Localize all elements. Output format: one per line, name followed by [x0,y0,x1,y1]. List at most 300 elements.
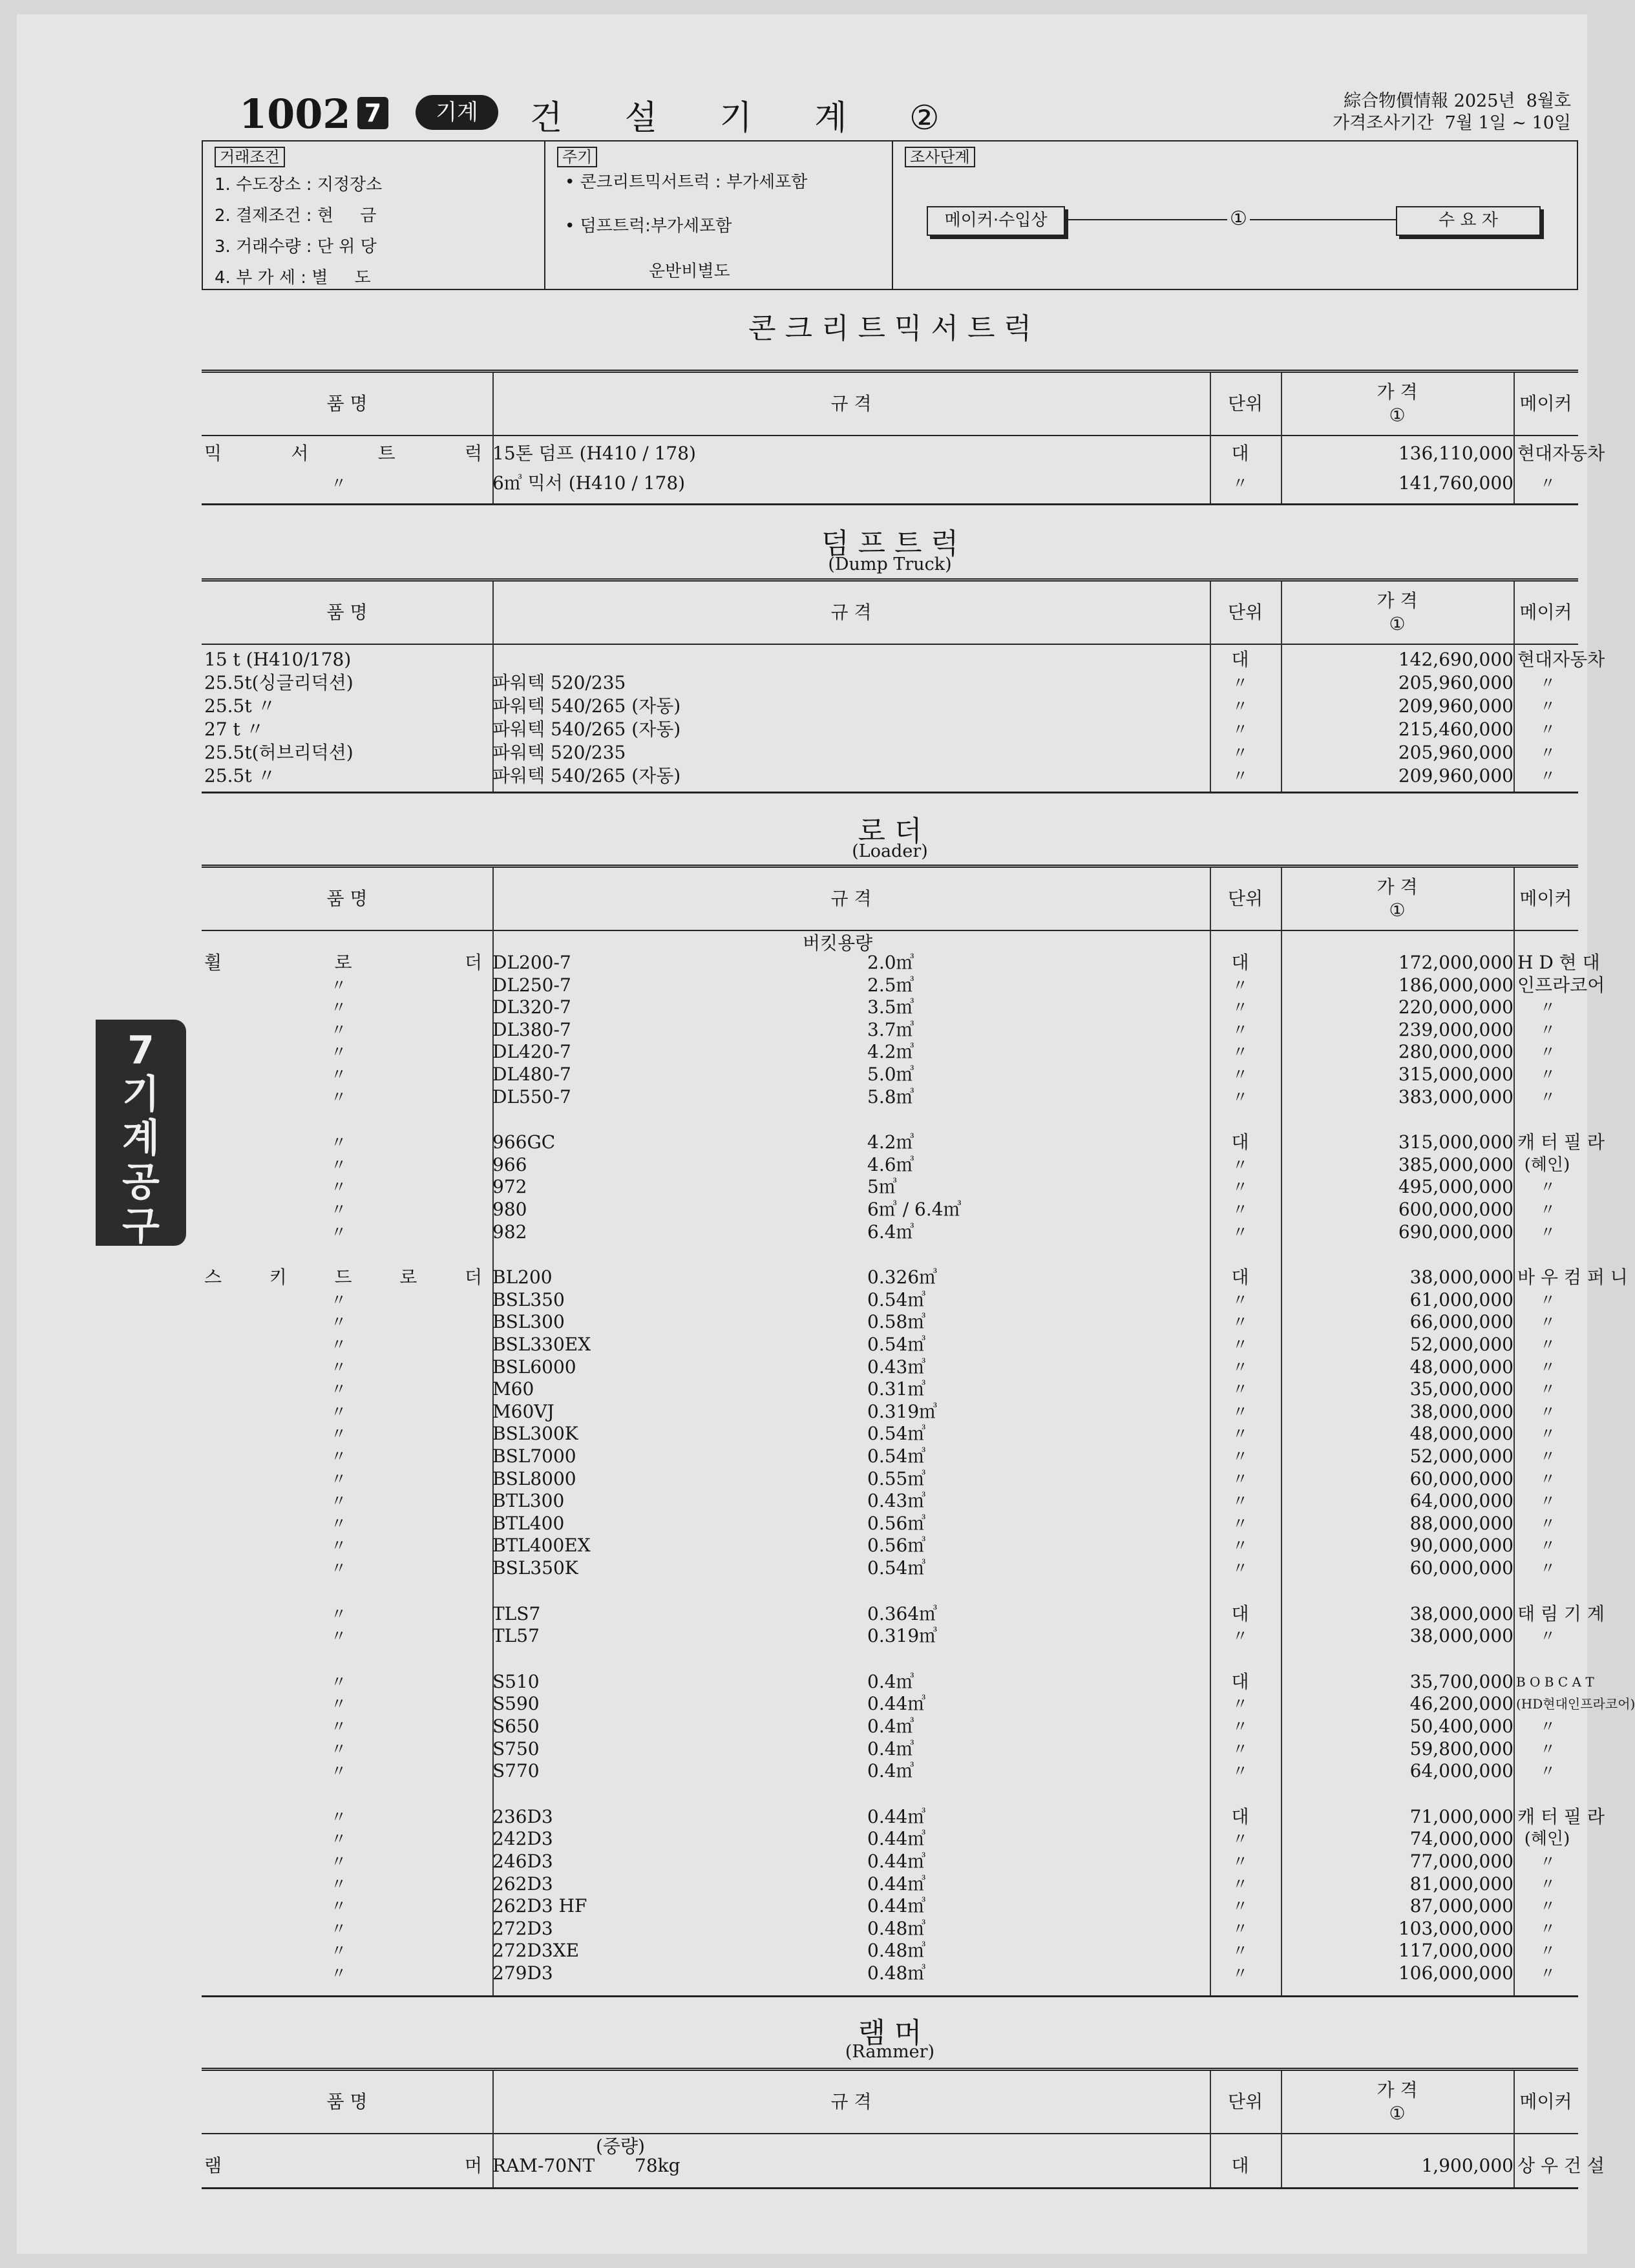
item-maker: 〃 [1540,1897,1556,1916]
item-unit: 〃 [1232,1201,1248,1219]
item-price: 52,000,000 [1409,1334,1514,1355]
item-name: 〃 [331,976,346,994]
item-capacity: 3.5㎥ [867,996,914,1018]
item-spec: DL550-7 [492,1086,571,1108]
header-spec: 규 격 [830,393,872,414]
item-name: 믹 서 트 럭 [204,443,482,464]
header-spec: 규 격 [830,888,872,909]
item-spec: DL380-7 [492,1018,571,1040]
item-spec: DL480-7 [492,1064,571,1085]
item-unit: 대 [1231,1602,1249,1624]
item-price: 220,000,000 [1398,996,1514,1018]
item-capacity: 0.31㎥ [867,1378,926,1400]
item-capacity: 2.0㎥ [867,952,914,973]
item-spec: BSL330EX [492,1334,591,1355]
item-price: 172,000,000 [1398,952,1514,973]
item-maker: 〃 [1540,1313,1556,1332]
loader-row [202,1693,1635,1715]
loader-row [202,1895,1578,1917]
item-spec: 파워텍 520/235 [492,742,626,763]
note-line: • 덤프트럭:부가세포함 [565,216,732,236]
loader-row [202,1805,1605,1828]
loader-row [202,1334,1578,1356]
header-name: 품 명 [326,888,368,909]
item-spec: BSL350K [492,1557,578,1579]
item-name: 〃 [331,1336,346,1354]
item-unit: 대 [1231,1266,1249,1288]
item-unit: 〃 [1232,697,1248,715]
dump-row [202,742,1578,764]
item-unit: 〃 [1232,1087,1248,1106]
item-unit: 〃 [1232,1178,1248,1197]
item-maker: 〃 [1540,1020,1556,1039]
item-capacity: 4.2㎥ [867,1041,914,1063]
loader-row [202,1378,1578,1400]
loader-row [202,1445,1578,1467]
item-capacity: 0.43㎥ [867,1490,926,1512]
item-price: 315,000,000 [1398,1131,1514,1153]
chapter-side-tab [96,1020,186,1249]
item-unit: 〃 [1232,1447,1248,1465]
header-name: 품 명 [326,602,368,623]
section-title-loader: 로 더 [858,815,922,848]
item-maker: 태 림 기 계 [1517,1602,1605,1624]
item-spec: 242D3 [492,1828,553,1850]
section-title-dump: 덤 프 트 럭 [821,527,958,560]
item-spec: 파워텍 540/265 (자동) [492,765,681,786]
side-tab-char: 7 [127,1028,154,1073]
item-unit: 〃 [1232,1853,1248,1871]
item-spec: BSL300 [492,1311,565,1333]
loader-row [202,1176,1578,1198]
item-name: 〃 [331,1178,346,1197]
item-capacity: 0.56㎥ [867,1512,926,1534]
item-unit: 〃 [1232,1066,1248,1084]
item-price: 103,000,000 [1398,1917,1514,1939]
item-spec: S750 [492,1738,540,1759]
loader-row [202,1670,1594,1693]
section-subtitle-dump: (Dump Truck) [828,554,952,574]
item-price: 35,700,000 [1409,1670,1514,1692]
item-price: 1,900,000 [1421,2155,1514,2176]
item-price: 74,000,000 [1409,1828,1514,1850]
item-maker: 〃 [1540,1627,1556,1646]
item-maker: 〃 [1540,1942,1556,1960]
item-maker: (HD현대인프라코어) [1516,1696,1635,1712]
item-spec: 246D3 [492,1851,553,1872]
item-spec: 966 [492,1153,527,1175]
item-capacity: 0.44㎥ [867,1693,926,1715]
item-maker: 〃 [1540,1447,1556,1465]
item-price: 141,760,000 [1398,472,1514,494]
item-unit: 〃 [1232,1739,1248,1758]
item-unit: 〃 [1232,1380,1248,1399]
item-name: 〃 [331,1627,346,1646]
item-maker: 〃 [1540,1201,1556,1219]
item-price: 136,110,000 [1398,443,1514,464]
item-maker: 〃 [1540,720,1556,739]
dump-row [202,649,1605,671]
item-capacity: 0.44㎥ [867,1895,926,1917]
item-spec: BSL6000 [492,1356,576,1378]
item-name: 〃 [331,474,346,492]
item-name: 〃 [331,1762,346,1781]
survey-period: 가격조사기간 7월 1일 ~ 10일 [1333,113,1571,133]
dump-row [202,719,1578,740]
mixer-row [202,472,1578,494]
item-spec: 파워텍 520/235 [492,672,626,693]
loader-row [202,1851,1578,1873]
item-capacity: 0.326㎥ [867,1266,938,1288]
side-tab-char: 구 [122,1204,160,1249]
item-unit: 〃 [1232,1402,1248,1421]
header-maker: 메이커 [1519,888,1572,909]
item-unit: 〃 [1232,1830,1248,1849]
item-unit: 〃 [1232,976,1248,994]
loader-row [202,952,1600,974]
item-maker: 〃 [1540,1380,1556,1399]
item-name: 27 t 〃 [204,719,264,740]
header-maker: 메이커 [1519,393,1572,414]
item-name: 〃 [331,1537,346,1555]
item-maker: 〃 [1540,1853,1556,1871]
loader-row [202,1918,1578,1940]
loader-row [202,1266,1628,1288]
section-subtitle-loader: (Loader) [852,841,928,861]
item-name: 〃 [331,1133,346,1152]
item-unit: 〃 [1232,1425,1248,1444]
item-spec: BTL400EX [492,1535,591,1557]
side-tab-char: 계 [122,1116,160,1161]
dump-row [202,695,1578,717]
item-maker: 상 우 건 설 [1517,2155,1605,2176]
condition-line: 1. 수도장소 : 지정장소 [215,175,383,194]
item-unit: 〃 [1232,720,1248,739]
survey-stage-to: 수 요 자 [1396,206,1541,236]
item-spec: 279D3 [492,1962,553,1984]
item-price: 186,000,000 [1398,974,1514,996]
loader-row [202,1962,1578,1984]
item-spec: S590 [492,1693,540,1715]
item-maker: 〃 [1540,1559,1556,1577]
item-capacity: 0.319㎥ [867,1400,938,1422]
item-spec: DL320-7 [492,996,571,1018]
section-title-mixer: 콘 크 리 트 믹 서 트 럭 [748,312,1031,345]
item-price: 64,000,000 [1409,1490,1514,1512]
item-price: 239,000,000 [1398,1018,1514,1040]
item-price: 88,000,000 [1409,1512,1514,1534]
item-capacity: 6㎥ / 6.4㎥ [867,1199,962,1220]
dump-table [202,578,1605,793]
bucket-capacity-label: 버킷용량 [803,932,873,954]
item-maker: (혜인) [1524,1155,1570,1175]
header-price-label: 가 격 [1377,381,1418,403]
header-unit: 단위 [1227,602,1263,623]
dump-row [202,672,1578,694]
item-weight: 78kg [635,2155,680,2176]
item-spec: DL250-7 [492,974,571,996]
item-spec: RAM-70NT [492,2155,595,2176]
header-price-mark: ① [1389,899,1406,921]
item-price: 77,000,000 [1409,1851,1514,1872]
item-maker: 〃 [1540,1492,1556,1511]
item-maker: 〃 [1540,1402,1556,1421]
item-name: 〃 [331,1964,346,1982]
item-maker: 〃 [1540,1717,1556,1736]
item-name: 〃 [331,1313,346,1332]
item-spec: DL200-7 [492,952,571,973]
item-unit: 대 [1231,2155,1249,2176]
item-unit: 〃 [1232,1358,1248,1376]
loader-row [202,1086,1578,1108]
loader-row [202,1019,1578,1041]
item-unit: 대 [1231,1805,1249,1827]
item-price: 215,460,000 [1398,719,1514,740]
publication-name: 綜合物價情報 2025년 8월호 [1344,91,1571,111]
item-spec: M60 [492,1378,534,1400]
item-price: 690,000,000 [1398,1221,1514,1243]
side-tab-char: 기 [122,1072,160,1117]
item-capacity: 0.48㎥ [867,1917,926,1939]
item-capacity: 0.54㎥ [867,1334,926,1355]
item-unit: 〃 [1232,1155,1248,1174]
loader-row [202,1513,1578,1535]
item-maker: 캐 터 필 라 [1517,1805,1605,1827]
conditions-column [203,142,545,289]
item-price: 60,000,000 [1409,1467,1514,1489]
item-name: 25.5t(싱글리덕션) [204,672,353,693]
header-name: 품 명 [326,2091,368,2112]
item-unit: 〃 [1232,1695,1248,1714]
item-capacity: 0.44㎥ [867,1828,926,1850]
table-header-row [202,868,1578,931]
item-maker: 〃 [1540,1537,1556,1555]
item-unit: 대 [1231,1670,1249,1692]
notes-column [545,142,893,289]
header-price [1281,868,1514,930]
item-spec: 272D3XE [492,1940,580,1962]
item-maker: 〃 [1540,1178,1556,1197]
item-spec: S770 [492,1760,540,1782]
item-price: 66,000,000 [1409,1311,1514,1333]
item-spec: 파워텍 540/265 (자동) [492,719,681,740]
item-maker: 바 우 컴 퍼 니 [1517,1266,1628,1288]
item-capacity: 0.4㎥ [867,1670,914,1692]
item-price: 38,000,000 [1409,1602,1514,1624]
item-name: 〃 [331,1402,346,1421]
item-capacity: 0.48㎥ [867,1962,926,1984]
item-capacity: 3.7㎥ [867,1018,914,1040]
item-maker: 현대자동차 [1517,443,1605,464]
item-spec: BL200 [492,1266,553,1288]
item-name: 〃 [331,1201,346,1219]
header-price [1281,373,1514,435]
item-capacity: 0.58㎥ [867,1311,926,1333]
header-name: 품 명 [326,393,368,414]
side-tab-char: 공 [122,1160,160,1205]
item-unit: 〃 [1232,1313,1248,1332]
item-price: 71,000,000 [1409,1805,1514,1827]
item-maker: 현대자동차 [1517,649,1605,670]
item-price: 600,000,000 [1398,1199,1514,1220]
item-unit: 〃 [1232,1020,1248,1039]
item-price: 315,000,000 [1398,1064,1514,1085]
loader-row [202,1064,1578,1086]
loader-row [202,1154,1578,1176]
loader-row [202,1738,1578,1760]
item-price: 205,960,000 [1398,672,1514,693]
item-name: 〃 [331,1695,346,1714]
header-price-label: 가 격 [1377,876,1418,898]
item-spec: BTL300 [492,1490,565,1512]
item-unit: 〃 [1232,1290,1248,1309]
item-unit: 〃 [1232,744,1248,762]
loader-row [202,1760,1578,1782]
item-spec: TL57 [492,1625,540,1647]
item-maker: H D 현 대 [1517,952,1600,973]
item-name: 〃 [331,1874,346,1893]
item-capacity: 6.4㎥ [867,1221,914,1243]
item-name: 〃 [331,1739,346,1758]
item-price: 61,000,000 [1409,1288,1514,1310]
item-maker: 〃 [1540,474,1556,492]
item-unit: 〃 [1232,1043,1248,1062]
loader-row [202,1716,1578,1738]
item-spec: 982 [492,1221,527,1243]
item-spec: 980 [492,1199,527,1220]
item-maker: 〃 [1540,1087,1556,1106]
item-unit: 〃 [1232,674,1248,692]
item-spec: BTL400 [492,1512,565,1534]
item-unit: 〃 [1232,1942,1248,1960]
item-maker: 캐 터 필 라 [1517,1131,1605,1153]
item-maker: 〃 [1540,1425,1556,1444]
item-name: 〃 [331,1066,346,1084]
item-capacity: 0.54㎥ [867,1423,926,1445]
item-price: 106,000,000 [1398,1962,1514,1984]
loader-row [202,1602,1605,1625]
header-spec: 규 격 [830,602,872,623]
loader-row [202,1199,1578,1221]
item-name: 〃 [331,1380,346,1399]
item-name: 25.5t 〃 [204,695,276,717]
item-capacity: 5.0㎥ [867,1064,914,1085]
item-spec: 972 [492,1176,527,1198]
item-unit: 〃 [1232,1919,1248,1938]
weight-label: (중량) [596,2136,645,2157]
item-price: 87,000,000 [1409,1895,1514,1917]
item-maker: 〃 [1540,1469,1556,1488]
item-price: 46,200,000 [1409,1693,1514,1715]
item-price: 205,960,000 [1398,742,1514,763]
item-price: 50,400,000 [1409,1716,1514,1737]
item-maker: 〃 [1540,1290,1556,1309]
item-name: 〃 [331,1514,346,1533]
item-maker: 〃 [1540,1223,1556,1241]
header-price-mark: ① [1389,613,1406,635]
item-price: 38,000,000 [1409,1400,1514,1422]
dump-row [202,765,1578,787]
item-name: 〃 [331,1830,346,1849]
item-name: 램 머 [204,2155,482,2176]
item-spec: S650 [492,1716,540,1737]
item-unit: 대 [1231,952,1249,973]
item-unit: 〃 [1232,1514,1248,1533]
item-price: 64,000,000 [1409,1760,1514,1782]
item-spec: M60VJ [492,1400,554,1422]
item-capacity: 4.2㎥ [867,1131,914,1153]
item-unit: 〃 [1232,1469,1248,1488]
item-name: 〃 [331,1223,346,1241]
item-capacity: 0.43㎥ [867,1356,926,1378]
item-name: 〃 [331,1717,346,1736]
item-maker: 〃 [1540,767,1556,785]
item-price: 52,000,000 [1409,1445,1514,1467]
item-name: 〃 [331,998,346,1017]
item-maker: 〃 [1540,1874,1556,1893]
item-unit: 〃 [1232,1964,1248,1982]
item-capacity: 0.4㎥ [867,1760,914,1782]
item-unit: 〃 [1232,1874,1248,1893]
loader-row [202,1356,1578,1378]
item-price: 38,000,000 [1409,1266,1514,1288]
item-unit: 〃 [1232,1559,1248,1577]
item-maker: 〃 [1540,1043,1556,1062]
header-spec: 규 격 [830,2091,872,2112]
item-capacity: 0.44㎥ [867,1851,926,1872]
loader-row [202,1289,1578,1311]
item-unit: 〃 [1232,1717,1248,1736]
item-maker: 〃 [1540,697,1556,715]
item-maker: 〃 [1540,1514,1556,1533]
item-price: 495,000,000 [1398,1176,1514,1198]
item-spec: 236D3 [492,1805,553,1827]
item-name: 〃 [331,1290,346,1309]
condition-line: 3. 거래수량 : 단 위 당 [215,237,377,257]
item-maker: 〃 [1540,1964,1556,1982]
loader-row [202,1221,1578,1243]
loader-row [202,974,1605,996]
item-spec: 6㎥ 믹서 (H410 / 178) [492,472,686,494]
item-name: 〃 [331,1447,346,1465]
item-maker: 〃 [1540,1066,1556,1084]
loader-row [202,1131,1605,1153]
rammer-row [202,2155,1605,2177]
item-price: 209,960,000 [1398,765,1514,786]
note-line: • 콘크리트믹서트럭 : 부가세포함 [565,173,808,192]
item-name: 〃 [331,1559,346,1577]
header-price-label: 가 격 [1377,590,1418,611]
header-price [1281,582,1514,644]
item-maker: 인프라코어 [1517,974,1605,996]
table-header-row [202,582,1578,645]
loader-row [202,1828,1578,1850]
loader-row [202,1535,1578,1557]
item-name: 25.5t(허브리덕션) [204,742,353,763]
item-capacity: 5㎥ [867,1176,897,1198]
chapter-number-badge: 7 [357,97,388,129]
item-price: 38,000,000 [1409,1625,1514,1647]
item-maker: 〃 [1540,744,1556,762]
item-spec: S510 [492,1670,540,1692]
header-price-mark: ① [1389,2103,1406,2124]
item-unit: 〃 [1232,1223,1248,1241]
item-spec: BSL7000 [492,1445,576,1467]
item-spec: 966GC [492,1131,556,1153]
header-price [1281,2071,1514,2133]
item-name: 〃 [331,1672,346,1691]
loader-row [202,1401,1578,1423]
